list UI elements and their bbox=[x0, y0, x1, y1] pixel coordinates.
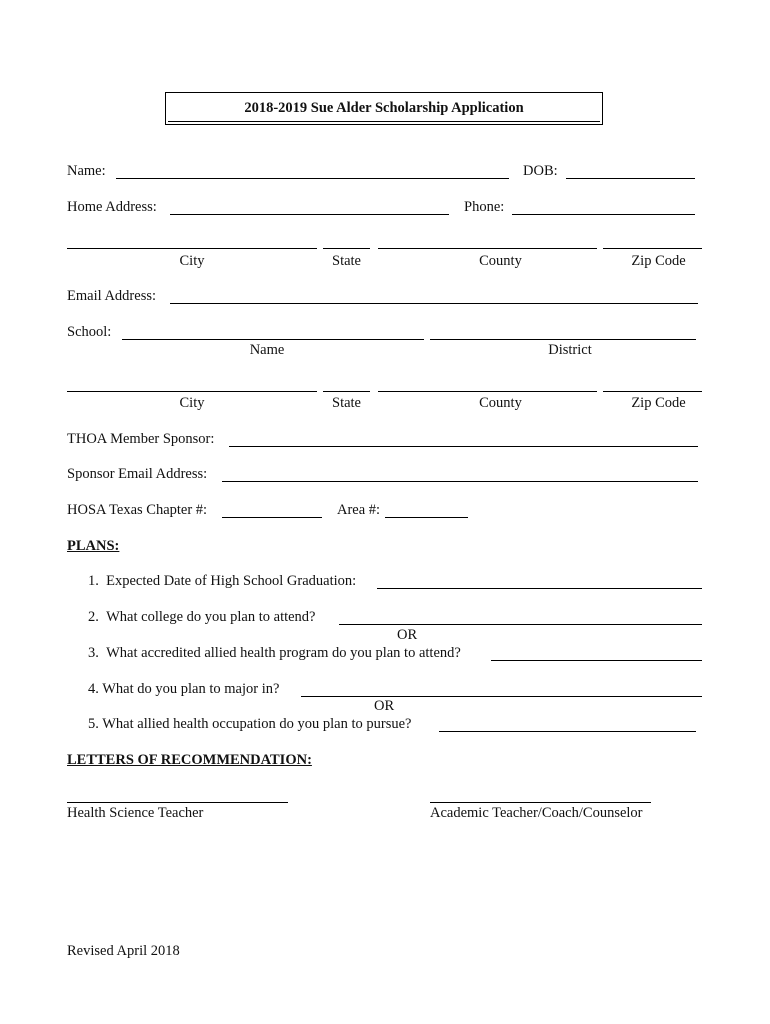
school-name-caption: Name bbox=[249, 342, 285, 358]
thoa-sponsor-field[interactable] bbox=[229, 446, 698, 447]
health-science-teacher-signature[interactable] bbox=[67, 802, 288, 803]
school-county-field[interactable] bbox=[378, 391, 597, 392]
plan-item-3-label: 3. What accredited allied health program do you plan to attend? bbox=[88, 645, 461, 661]
plan-item-4-label: 4. What do you plan to major in? bbox=[88, 681, 280, 697]
home-address-field[interactable] bbox=[170, 214, 449, 215]
plan-item-1-label: 1. Expected Date of High School Graduation: bbox=[88, 573, 357, 589]
sponsor-email-field[interactable] bbox=[222, 481, 698, 482]
school-zip-field[interactable] bbox=[603, 391, 702, 392]
school-zip-caption: Zip Code bbox=[631, 395, 686, 411]
home-zip-caption: Zip Code bbox=[631, 253, 686, 269]
area-label: Area #: bbox=[337, 502, 381, 518]
school-state-caption: State bbox=[332, 395, 361, 411]
academic-teacher-signature[interactable] bbox=[430, 802, 651, 803]
form-title: 2018-2019 Sue Alder Scholarship Application bbox=[165, 92, 603, 125]
hosa-chapter-field[interactable] bbox=[222, 517, 322, 518]
home-county-caption: County bbox=[479, 253, 522, 269]
home-state-field[interactable] bbox=[323, 248, 370, 249]
phone-label: Phone: bbox=[464, 199, 505, 215]
school-district-field[interactable] bbox=[430, 339, 696, 340]
plan-item-2-label: 2. What college do you plan to attend? bbox=[88, 609, 316, 625]
name-field[interactable] bbox=[116, 178, 509, 179]
dob-field[interactable] bbox=[566, 178, 695, 179]
plan-item-5-label: 5. What allied health occupation do you plan to pursue? bbox=[88, 716, 412, 732]
plan-item-5-field[interactable] bbox=[439, 731, 696, 732]
area-field[interactable] bbox=[385, 517, 468, 518]
email-label: Email Address: bbox=[67, 288, 157, 304]
revision-note: Revised April 2018 bbox=[67, 943, 180, 959]
home-zip-field[interactable] bbox=[603, 248, 702, 249]
health-science-teacher-caption: Health Science Teacher bbox=[67, 805, 204, 821]
thoa-sponsor-label: THOA Member Sponsor: bbox=[67, 431, 215, 447]
school-state-field[interactable] bbox=[323, 391, 370, 392]
hosa-chapter-label: HOSA Texas Chapter #: bbox=[67, 502, 208, 518]
school-name-field[interactable] bbox=[122, 339, 424, 340]
sponsor-email-label: Sponsor Email Address: bbox=[67, 466, 208, 482]
letters-heading: LETTERS OF RECOMMENDATION: bbox=[67, 752, 312, 768]
plan-item-1-field[interactable] bbox=[377, 588, 702, 589]
or-separator: OR bbox=[397, 627, 418, 643]
plans-heading: PLANS: bbox=[67, 538, 120, 554]
or-separator: OR bbox=[374, 698, 395, 714]
home-state-caption: State bbox=[332, 253, 361, 269]
email-field[interactable] bbox=[170, 303, 698, 304]
home-county-field[interactable] bbox=[378, 248, 597, 249]
plan-item-4-field[interactable] bbox=[301, 696, 702, 697]
home-city-caption: City bbox=[179, 253, 205, 269]
name-label: Name: bbox=[67, 163, 106, 179]
school-city-caption: City bbox=[179, 395, 205, 411]
home-address-label: Home Address: bbox=[67, 199, 157, 215]
home-city-field[interactable] bbox=[67, 248, 317, 249]
plan-item-3-field[interactable] bbox=[491, 660, 702, 661]
dob-label: DOB: bbox=[523, 163, 558, 179]
school-county-caption: County bbox=[479, 395, 522, 411]
school-city-field[interactable] bbox=[67, 391, 317, 392]
school-district-caption: District bbox=[548, 342, 592, 358]
academic-teacher-caption: Academic Teacher/Coach/Counselor bbox=[430, 805, 643, 821]
phone-field[interactable] bbox=[512, 214, 695, 215]
plan-item-2-field[interactable] bbox=[339, 624, 702, 625]
school-label: School: bbox=[67, 324, 112, 340]
